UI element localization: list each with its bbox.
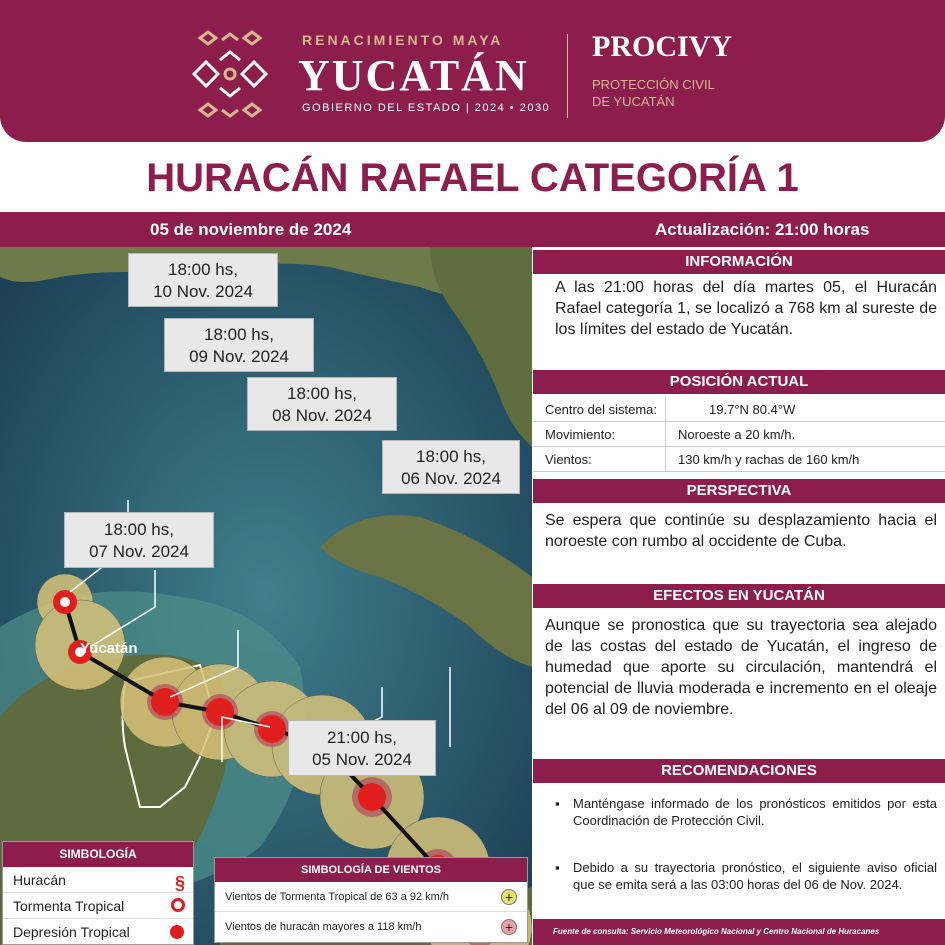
hurricane-track-map xyxy=(0,247,532,945)
track-callout-07nov xyxy=(64,512,214,568)
bullet-icon: ▪ xyxy=(555,796,560,811)
position-value: 19.7°N 80.4°W xyxy=(709,402,796,417)
track-callout-05nov xyxy=(288,720,436,776)
wind-legend-label: Vientos de Tormenta Tropical de 63 a 92 km/h xyxy=(225,891,450,903)
callout-date: 07 Nov. 2024 xyxy=(89,542,189,561)
track-callout-09nov xyxy=(164,318,314,372)
track-callout-08nov xyxy=(247,377,397,431)
recommendations-header: RECOMENDACIONES xyxy=(533,759,945,783)
position-row-center xyxy=(533,397,945,422)
position-header: POSICIÓN ACTUAL xyxy=(533,370,945,394)
tropical-storm-wind-icon: + xyxy=(501,889,517,905)
info-panel xyxy=(533,247,945,945)
info-header: INFORMACIÓN xyxy=(533,250,945,274)
info-text: A las 21:00 horas del día martes 05, el Huracán Rafael categoría 1, se localizó a 768 km al sureste de los límites del estado de Yucatán. xyxy=(555,279,937,338)
recommendation-item xyxy=(545,795,937,829)
callout-time: 18:00 hs, xyxy=(204,325,274,344)
date-bar xyxy=(0,212,945,247)
recommendation-item xyxy=(545,859,937,893)
legend-label: Depresión Tropical xyxy=(13,924,130,940)
bullet-icon: ▪ xyxy=(555,860,560,875)
callout-time: 18:00 hs, xyxy=(416,447,486,466)
wind-row-hurricane xyxy=(215,912,527,942)
position-label: Vientos: xyxy=(545,452,592,467)
position-label: Centro del sistema: xyxy=(545,402,657,417)
callout-time: 18:00 hs, xyxy=(168,260,238,279)
recommendation-text: Debido a su trayectoria pronóstico, el siguiente aviso oficial que se emita será a las 03:00 horas del 06 de Nov. 2024. xyxy=(573,860,937,892)
position-value: 130 km/h y rachas de 160 km/h xyxy=(678,452,860,467)
wind-row-tropical-storm xyxy=(215,882,527,912)
symbol-legend-title: SIMBOLOGÍA xyxy=(3,842,193,867)
position-value: Noroeste a 20 km/h. xyxy=(678,427,796,442)
perspective-header: PERSPECTIVA xyxy=(533,479,945,503)
hurricane-symbol-icon: § xyxy=(174,873,185,893)
callout-date: 06 Nov. 2024 xyxy=(401,469,501,488)
org-subtitle-line-2: DE YUCATÁN xyxy=(592,94,675,109)
symbol-legend xyxy=(2,841,194,945)
org-subtitle xyxy=(592,76,792,110)
brand-subtitle: GOBIERNO DEL ESTADO | 2024 • 2030 xyxy=(302,102,551,114)
position-row-winds xyxy=(533,447,945,472)
track-callout-06nov xyxy=(382,440,520,494)
callout-date: 10 Nov. 2024 xyxy=(153,282,253,301)
brand-name: YUCATÁN xyxy=(298,51,529,100)
brand-tagline: RENACIMIENTO MAYA xyxy=(302,32,504,48)
callout-date: 08 Nov. 2024 xyxy=(272,406,372,425)
effects-header: EFECTOS EN YUCATÁN xyxy=(533,584,945,608)
wind-legend-label: Vientos de huracán mayores a 118 km/h xyxy=(225,921,422,933)
hurricane-wind-icon: + xyxy=(501,919,517,935)
page-title: HURACÁN RAFAEL CATEGORÍA 1 xyxy=(146,156,799,200)
legend-row-hurricane xyxy=(3,867,193,893)
position-label: Movimiento: xyxy=(545,427,616,442)
cell-divider xyxy=(665,422,666,447)
recommendation-text: Manténgase informado de los pronósticos emitidos por esta Coordinación de Protección Civil. xyxy=(573,796,937,828)
legend-row-tropical-storm xyxy=(3,893,193,919)
tropical-storm-symbol-icon xyxy=(171,898,185,912)
callout-time: 18:00 hs, xyxy=(104,520,174,539)
legend-label: Huracán xyxy=(13,872,66,888)
source-footer: Fuente de consulta: Servicio Meteorológico Nacional y Centro Nacional de Huracanes xyxy=(533,919,945,945)
org-name: PROCIVY xyxy=(592,30,732,63)
legend-label: Tormenta Tropical xyxy=(13,898,125,914)
callout-time: 21:00 hs, xyxy=(327,728,397,747)
legend-row-tropical-depression xyxy=(3,919,193,945)
org-subtitle-line-1: PROTECCIÓN CIVIL xyxy=(592,77,715,92)
track-callout-10nov xyxy=(128,253,278,307)
wind-legend xyxy=(214,857,528,943)
cell-divider xyxy=(665,397,666,422)
callout-date: 09 Nov. 2024 xyxy=(189,347,289,366)
callout-date: 05 Nov. 2024 xyxy=(312,750,412,769)
header-banner xyxy=(0,0,945,142)
update-time: Actualización: 21:00 horas xyxy=(655,220,870,239)
bulletin-date: 05 de noviembre de 2024 xyxy=(150,220,352,239)
wind-legend-title: SIMBOLOGÍA DE VIENTOS xyxy=(215,858,527,882)
tropical-depression-symbol-icon xyxy=(170,925,184,939)
cell-divider xyxy=(665,447,666,472)
position-row-movement xyxy=(533,422,945,447)
yucatan-map-label: Yucatán xyxy=(80,640,138,657)
effects-text: Aunque se pronostica que su trayectoria sea alejado de las costas del estado de Yucatán, el ingreso de humedad que aporte su circulación, mantendrá el potencial de lluvia moderada e incremento en el oleaje del 06 al 09 de noviembre. xyxy=(545,617,937,718)
perspective-text: Se espera que continúe su desplazamiento hacia el noroeste con rumbo al occidente de Cuba. xyxy=(545,512,937,550)
yucatan-logo-icon xyxy=(190,30,270,120)
header-divider xyxy=(567,34,568,118)
callout-time: 18:00 hs, xyxy=(287,384,357,403)
